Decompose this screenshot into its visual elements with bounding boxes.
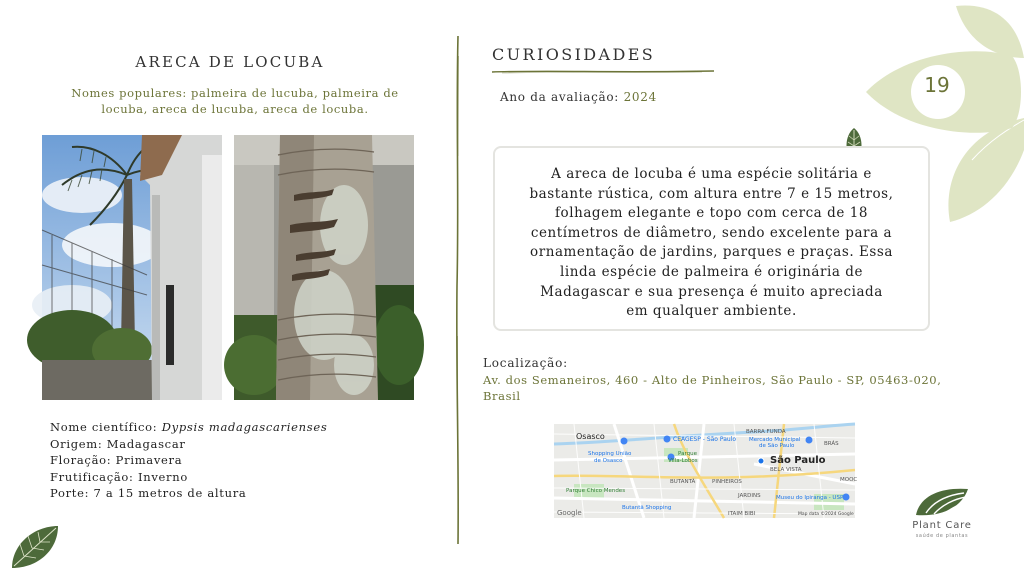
location-map[interactable] [554, 424, 858, 518]
plant-title: ARECA DE LOCUBA [135, 53, 325, 71]
location-label: Localização: [483, 356, 568, 370]
curiosities-heading: CURIOSIDADES [492, 45, 656, 64]
origin-row: Origem: Madagascar [50, 436, 186, 451]
map-label-barra-funda: BARRA FUNDA [746, 429, 786, 435]
brand-name: Plant Care [912, 520, 972, 531]
map-label-itaim: ITAIM BIBI [728, 511, 756, 517]
popular-names: Nomes populares: palmeira de lucuba, palmeira de locuba, areca de lucuba, areca de locuba. [71, 86, 399, 116]
curiosity-line: folhagem elegante e topo com cerca de 18 [555, 205, 868, 222]
map-label-bela-vista: BELA VISTA [770, 467, 802, 473]
map-label-shopping-uniao-2: de Osasco [594, 458, 623, 464]
leaf-icon-bottom [6, 520, 62, 572]
map-label-parque-villa: Parque [678, 451, 697, 457]
map-label-osasco: Osasco [576, 432, 605, 441]
map-label-jardins: JARDINS [738, 493, 761, 499]
trunk-photo [234, 135, 414, 400]
map-label-sao-paulo: São Paulo [770, 455, 826, 466]
map-label-pinheiros: PINHEIROS [712, 479, 742, 485]
page-number: 19 [924, 73, 950, 97]
map-label-shopping-uniao: Shopping União [588, 451, 632, 457]
map-attribution: Map data ©2024 Google [798, 512, 854, 517]
flowering-row: Floração: Primavera [50, 453, 183, 467]
map-label-butanta: BUTANTÃ [670, 479, 696, 485]
evaluation-year: 2024 [623, 90, 657, 104]
map-label-butanta-shopping: Butantã Shopping [622, 505, 672, 511]
plant-care-logo-icon [912, 485, 972, 519]
map-label-mercado-2: de São Paulo [759, 443, 795, 449]
curiosity-line: Madagascar e sua presença é muito apreciada [540, 283, 883, 300]
curiosity-line: ornamentação de jardins, parques e praças. Essa [530, 244, 893, 261]
plant-facts [50, 419, 327, 502]
map-label-ceagesp: CEAGESP - São Paulo [673, 436, 737, 443]
vertical-divider [455, 36, 461, 544]
curiosity-line: em qualquer ambiente. [626, 303, 797, 320]
brand-tagline: saúde de plantas [915, 533, 969, 539]
size-row: Porte: 7 a 15 metros de altura [50, 486, 247, 500]
map-label-mooca: MOOC [840, 477, 858, 483]
fruiting-row: Frutificação: Inverno [50, 469, 188, 484]
curiosity-line: A areca de locuba é uma espécie solitária e [551, 166, 872, 182]
scientific-name-row: Nome científico: Dypsis madagascarienses [50, 420, 328, 434]
curiosity-line: linda espécie de palmeira é originária de [559, 263, 864, 280]
map-label-museu: Museu do Ipiranga - USP [776, 495, 844, 501]
heading-underline [492, 69, 714, 75]
map-label-mercado: Mercado Municipal [749, 437, 801, 443]
map-google-logo: Google [557, 509, 582, 517]
evaluation-year-row: Ano da avaliação: 2024 [500, 90, 657, 104]
map-label-bras: BRÁS [824, 441, 839, 447]
map-label-parque-chico: Parque Chico Mendes [566, 488, 626, 494]
scientific-name: Dypsis madagascarienses [161, 420, 328, 434]
curiosity-line: bastante rústica, com altura entre 7 e 15 metros, [529, 185, 894, 202]
curiosity-line: centímetros de diâmetro, sendo excelente para a [530, 224, 893, 241]
palm-photo [42, 135, 222, 400]
curiosities-card [493, 146, 930, 331]
map-label-parque-villa-2: Villa-Lobos [668, 458, 698, 464]
location-address: Av. dos Semaneiros, 460 - Alto de Pinheiros, São Paulo - SP, 05463-020, Brasil [483, 373, 942, 403]
